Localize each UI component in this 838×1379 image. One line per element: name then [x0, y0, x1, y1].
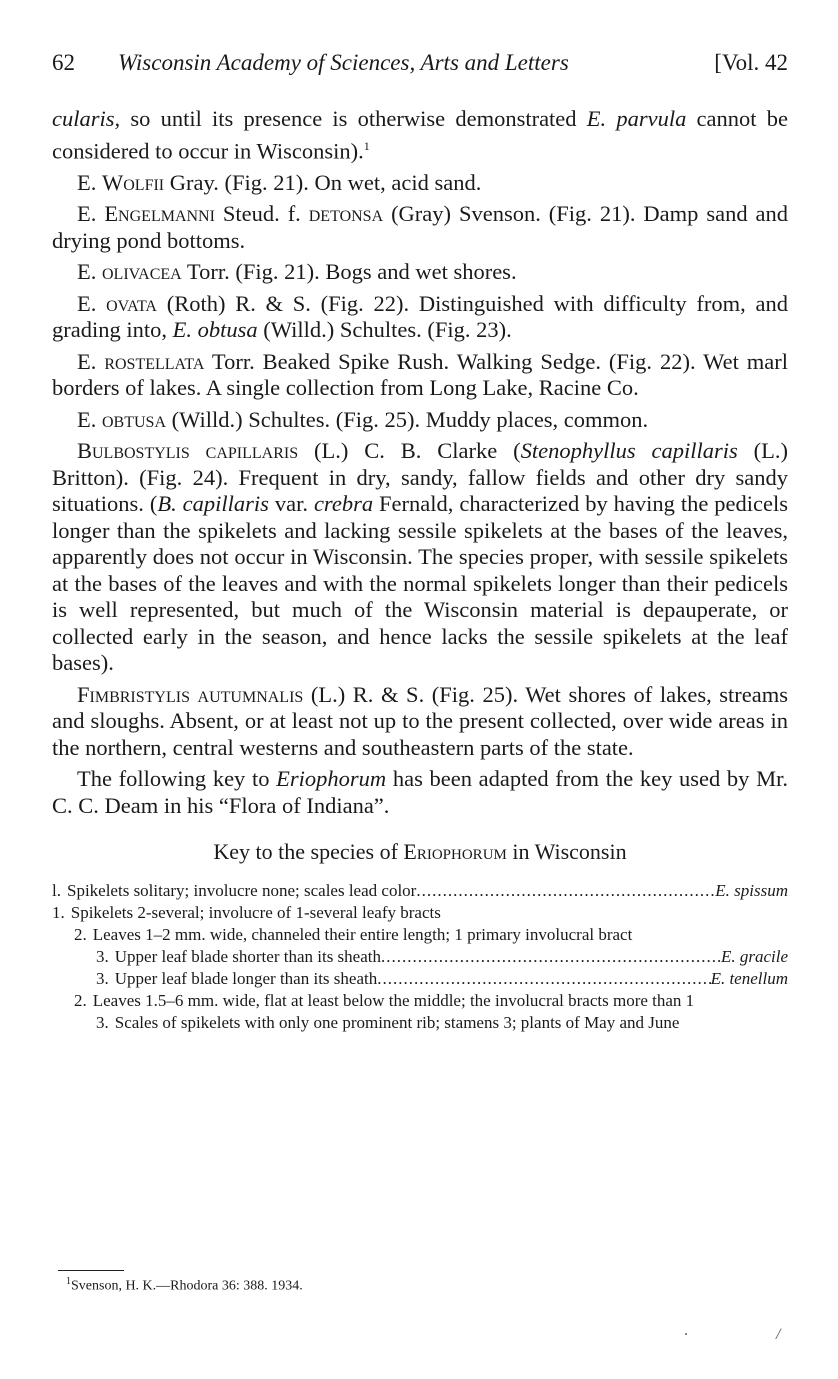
species-name: Bulbostylis capillaris	[77, 438, 299, 463]
text: E.	[77, 169, 102, 195]
species-name: E. parvula	[586, 106, 687, 131]
key-text: Leaves 1.5–6 mm. wide, flat at least below the middle; the involucral bracts more than 1	[92, 990, 695, 1010]
variety-name: crebra	[313, 491, 374, 516]
key-number: 3.	[96, 946, 109, 966]
key-line	[52, 1012, 696, 1034]
text: The following key to	[77, 766, 277, 791]
species-name: Wolfii	[102, 169, 165, 195]
footnote-text: Svenson, H. K.—Rhodora 36: 388. 1934.	[71, 1278, 303, 1294]
footnote-marker: 1	[363, 138, 370, 153]
key-number: l.	[52, 880, 61, 900]
paragraph-e-obtusa	[52, 407, 788, 434]
article-body	[52, 106, 788, 1034]
text: E.	[77, 406, 102, 432]
text: E.	[77, 259, 102, 284]
paragraph-e-wolfii	[52, 170, 788, 197]
paragraph-e-rostellata	[52, 349, 788, 402]
species-key	[52, 880, 788, 1034]
key-text: Spikelets solitary; involucre none; scales lead color	[66, 880, 417, 900]
paragraph-e-engelmanni	[52, 201, 788, 254]
text: (Roth) R. & S. (Fig. 22). Distinguished with difficulty from, and grading into,	[52, 290, 788, 342]
footnote	[66, 1276, 303, 1295]
text: Key to the species of	[213, 839, 404, 864]
text: (Gray) Svenson. (Fig. 21). Damp sand and drying pond bottoms.	[52, 201, 788, 253]
leader-dots	[377, 968, 710, 990]
leader-dots	[381, 946, 721, 968]
page-number: 62	[52, 50, 75, 75]
text: (Willd.) Schultes. (Fig. 25). Muddy places, common.	[166, 406, 649, 432]
volume-label: [Vol. 42	[714, 50, 788, 75]
paragraph-e-ovata	[52, 291, 788, 344]
text: E.	[77, 290, 107, 316]
key-line	[52, 968, 788, 990]
leader-dots	[416, 880, 715, 902]
genus-name: Eriophorum	[276, 766, 387, 791]
running-header	[52, 50, 788, 84]
italic-text: cularis,	[52, 106, 121, 131]
text: E.	[77, 201, 105, 226]
key-title	[52, 839, 788, 866]
species-name: Engelmanni	[104, 201, 215, 226]
text: Fernald, characterized by having the pedicels longer than the spikelets and lacking sessile spikelets at the bases of the leaves, apparently does not occur in Wisconsin. The species proper, with sessile spikelets at the bases of the leaves and with the normal spikelets longer than their pedicels is well represented, but much of the Wisconsin material is depauperate, or collected early in the season, and hence lacks the sessile spikelets at the leaf bases).	[52, 491, 788, 675]
stray-mark: .	[684, 1322, 688, 1339]
key-line	[52, 990, 714, 1012]
key-line	[52, 902, 788, 924]
key-line	[52, 946, 788, 968]
text: (L.) Britton). (Fig. 24). Frequent in dry, sandy, fallow fields and other dry sandy situations. (	[52, 438, 788, 516]
stray-mark: /	[776, 1326, 781, 1343]
key-result: E. tenellum	[710, 968, 788, 988]
key-text: Scales of spikelets with only one prominent rib; stamens 3; plants of May and June	[114, 1012, 680, 1032]
key-text: Upper leaf blade longer than its sheath	[114, 968, 378, 988]
key-number: 3.	[96, 1012, 109, 1032]
species-name: ovata	[106, 290, 157, 316]
species-name: obtusa	[102, 406, 167, 432]
species-name-italic: B. capillaris	[157, 491, 269, 516]
species-name: Fimbristylis autumnalis	[77, 681, 304, 707]
key-result: E. spissum	[715, 880, 788, 900]
paragraph-key-intro	[52, 766, 788, 819]
text: Torr. (Fig. 21). Bogs and wet shores.	[181, 259, 517, 284]
text: (Willd.) Schultes. (Fig. 23).	[257, 317, 512, 342]
text: Torr. Beaked Spike Rush. Walking Sedge. (Fig. 22). Wet marl borders of lakes. A single collection from Long Lake, Racine Co.	[52, 348, 788, 400]
text: has been adapted from the key used by Mr. C. C. Deam in his “Flora of Indiana”.	[52, 766, 788, 818]
key-line	[52, 924, 714, 946]
footnote-rule	[58, 1270, 124, 1271]
text: (L.) C. B. Clarke (	[298, 438, 521, 463]
text: (L.) R. & S. (Fig. 25). Wet shores of lakes, streams and sloughs. Absent, or at least not up to the present collected, over wide areas in the northern, central westerns and southeastern parts of the state.	[52, 681, 788, 760]
species-name: rostellata	[104, 348, 205, 374]
text: so until its presence is otherwise demonstrated	[120, 106, 587, 131]
text: var.	[268, 491, 314, 516]
key-number: 2.	[74, 990, 87, 1010]
form-name: detonsa	[308, 201, 384, 226]
journal-title: Wisconsin Academy of Sciences, Arts and Letters	[118, 50, 569, 75]
text: in Wisconsin	[506, 839, 627, 864]
key-number: 2.	[74, 924, 87, 944]
species-name: olivacea	[102, 259, 182, 284]
paragraph-bulbostylis	[52, 438, 788, 677]
species-name-italic: E. obtusa	[172, 317, 258, 342]
key-text: Spikelets 2-several; involucre of 1-several leafy bracts	[70, 902, 441, 922]
text: E.	[77, 348, 105, 374]
text: cannot be considered to occur in Wisconsin).	[52, 106, 788, 163]
paragraph-e-olivacea	[52, 259, 788, 286]
key-number: 1.	[52, 902, 65, 922]
text: Steud. f.	[214, 201, 309, 226]
text: Gray. (Fig. 21). On wet, acid sand.	[164, 169, 482, 195]
genus-name: Eriophorum	[403, 839, 507, 864]
key-text: Leaves 1–2 mm. wide, channeled their entire length; 1 primary involucral bract	[92, 924, 633, 944]
paragraph-fimbristylis	[52, 682, 788, 762]
key-number: 3.	[96, 968, 109, 988]
footnote-marker: 1	[66, 1276, 71, 1287]
key-text: Upper leaf blade shorter than its sheath	[114, 946, 381, 966]
key-line	[52, 880, 788, 902]
paragraph-continuation	[52, 106, 788, 165]
synonym-name: Stenophyllus capillaris	[520, 438, 738, 463]
key-result: E. gracile	[720, 946, 788, 966]
